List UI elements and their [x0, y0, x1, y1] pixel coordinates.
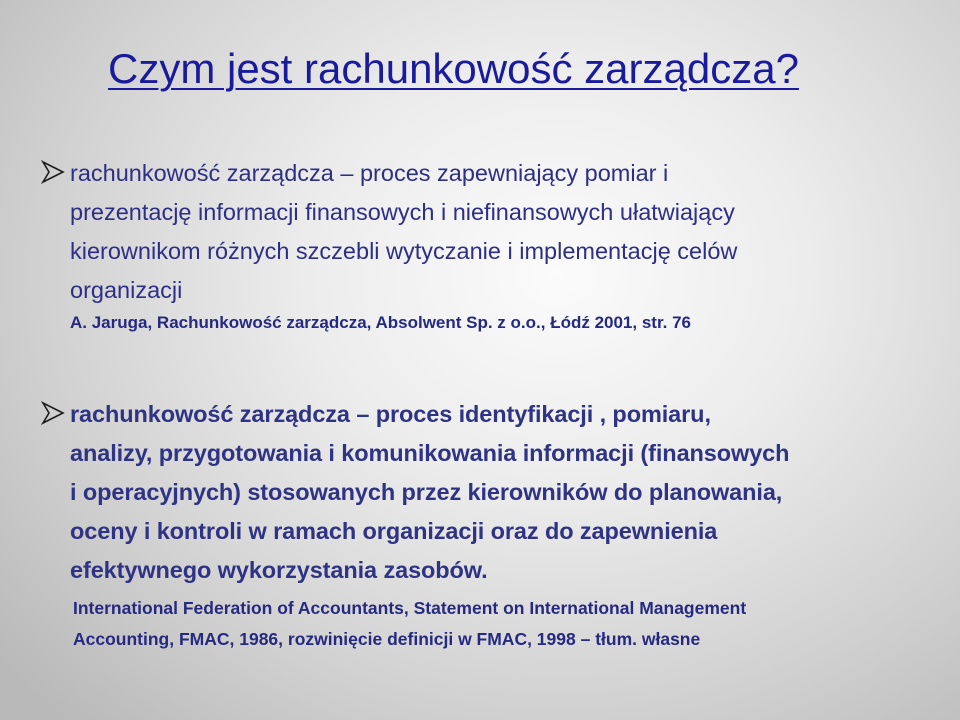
definition-2-line: oceny i kontroli w ramach organizacji oraz do zapewnienia: [70, 518, 718, 544]
arrowhead-outline-icon: [40, 160, 68, 184]
definition-1-line: prezentację informacji finansowych i niefinansowych ułatwiający: [70, 199, 735, 225]
definition-1-citation: A. Jaruga, Rachunkowość zarządcza, Absolwent Sp. z o.o., Łódź 2001, str. 76: [70, 313, 691, 332]
arrowhead-outline-icon: [40, 401, 68, 425]
definition-1-text: [70, 154, 737, 310]
definition-1-line: kierownikom różnych szczebli wytyczanie i implementację celów: [70, 238, 738, 264]
slide-title: Czym jest rachunkowość zarządcza?: [108, 45, 799, 92]
definition-2-citation-line: International Federation of Accountants, Statement on International Management: [73, 598, 747, 618]
definition-1-line: rachunkowość zarządcza – proces zapewniający pomiar i: [70, 160, 669, 186]
definition-2-line: efektywnego wykorzystania zasobów.: [70, 557, 488, 583]
definition-2-line: i operacyjnych) stosowanych przez kierowników do planowania,: [70, 479, 783, 505]
definition-2-text: [70, 395, 789, 590]
definition-2-citation-line: Accounting, FMAC, 1986, rozwinięcie definicji w FMAC, 1998 – tłum. własne: [73, 629, 701, 649]
definition-2-line: rachunkowość zarządcza – proces identyfikacji , pomiaru,: [70, 401, 711, 427]
definition-1-line: organizacji: [70, 277, 183, 303]
definition-2-line: analizy, przygotowania i komunikowania informacji (finansowych: [70, 440, 790, 466]
definition-2-citation: [73, 593, 746, 655]
